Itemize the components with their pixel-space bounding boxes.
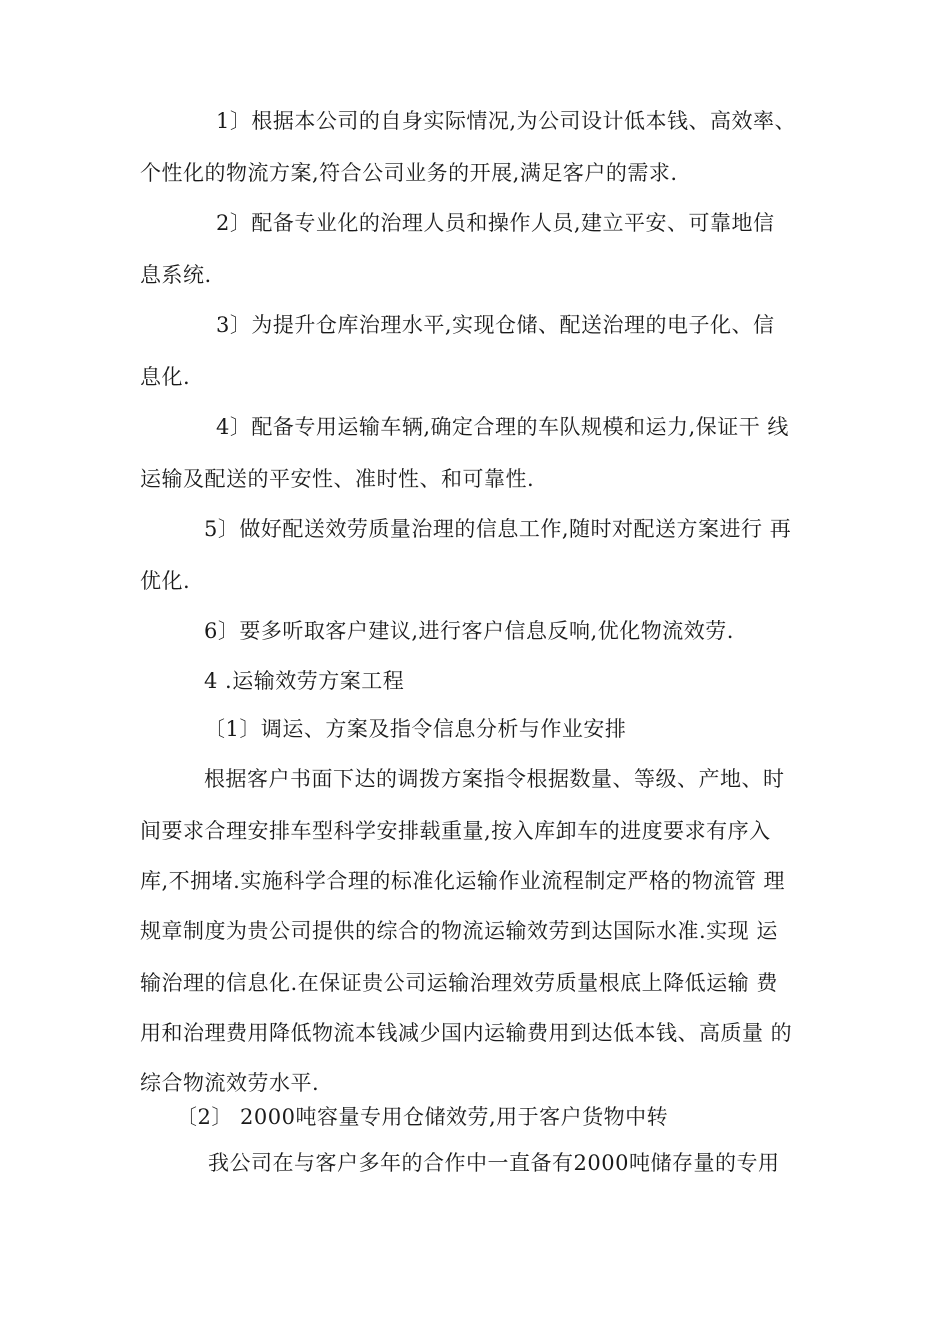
paragraph-line-1: 根据客户书面下达的调拨方案指令根据数量、等级、产地、时	[204, 767, 785, 791]
item-1-line-2: 个性化的物流方案,符合公司业务的开展,满足客户的需求.	[140, 161, 678, 185]
subheading-2: 〔2〕 2000吨容量专用仓储效劳,用于客户货物中转	[176, 1105, 669, 1129]
paragraph-line-3: 库,不拥堵.实施科学合理的标准化运输作业流程制定严格的物流管 理	[140, 869, 786, 893]
item-3-line-1: 3〕为提升仓库治理水平,实现仓储、配送治理的电子化、信	[216, 313, 775, 337]
paragraph-line-7: 综合物流效劳水平.	[140, 1071, 320, 1095]
paragraph-line-6: 用和治理费用降低物流本钱减少国内运输费用到达低本钱、高质量 的	[140, 1021, 793, 1045]
item-6-line-1: 6〕要多听取客户建议,进行客户信息反响,优化物流效劳.	[204, 619, 734, 643]
item-2-line-1: 2〕配备专业化的治理人员和操作人员,建立平安、可靠地信	[216, 211, 775, 235]
item-5-line-1: 5〕做好配送效劳质量治理的信息工作,随时对配送方案进行 再	[204, 517, 792, 541]
item-2-line-2: 息系统.	[140, 263, 212, 287]
paragraph-line-4: 规章制度为贵公司提供的综合的物流运输效劳到达国际水准.实现 运	[140, 919, 778, 943]
subheading-1: 〔1〕调运、方案及指令信息分析与作业安排	[204, 717, 627, 741]
section-heading-4: 4 .运输效劳方案工程	[204, 669, 405, 693]
item-4-line-2: 运输及配送的平安性、准时性、和可靠性.	[140, 467, 535, 491]
item-3-line-2: 息化.	[140, 365, 191, 389]
paragraph-2-line-1: 我公司在与客户多年的合作中一直备有2000吨储存量的专用	[208, 1151, 780, 1175]
paragraph-line-2: 间要求合理安排车型科学安排载重量,按入库卸车的进度要求有序入	[140, 819, 771, 843]
item-4-line-1: 4〕配备专用运输车辆,确定合理的车队规模和运力,保证干 线	[216, 415, 789, 439]
item-1-line-1: 1〕根据本公司的自身实际情况,为公司设计低本钱、高效率、	[216, 109, 797, 133]
item-5-line-2: 优化.	[140, 569, 191, 593]
paragraph-line-5: 输治理的信息化.在保证贵公司运输治理效劳质量根底上降低运输 费	[140, 971, 778, 995]
